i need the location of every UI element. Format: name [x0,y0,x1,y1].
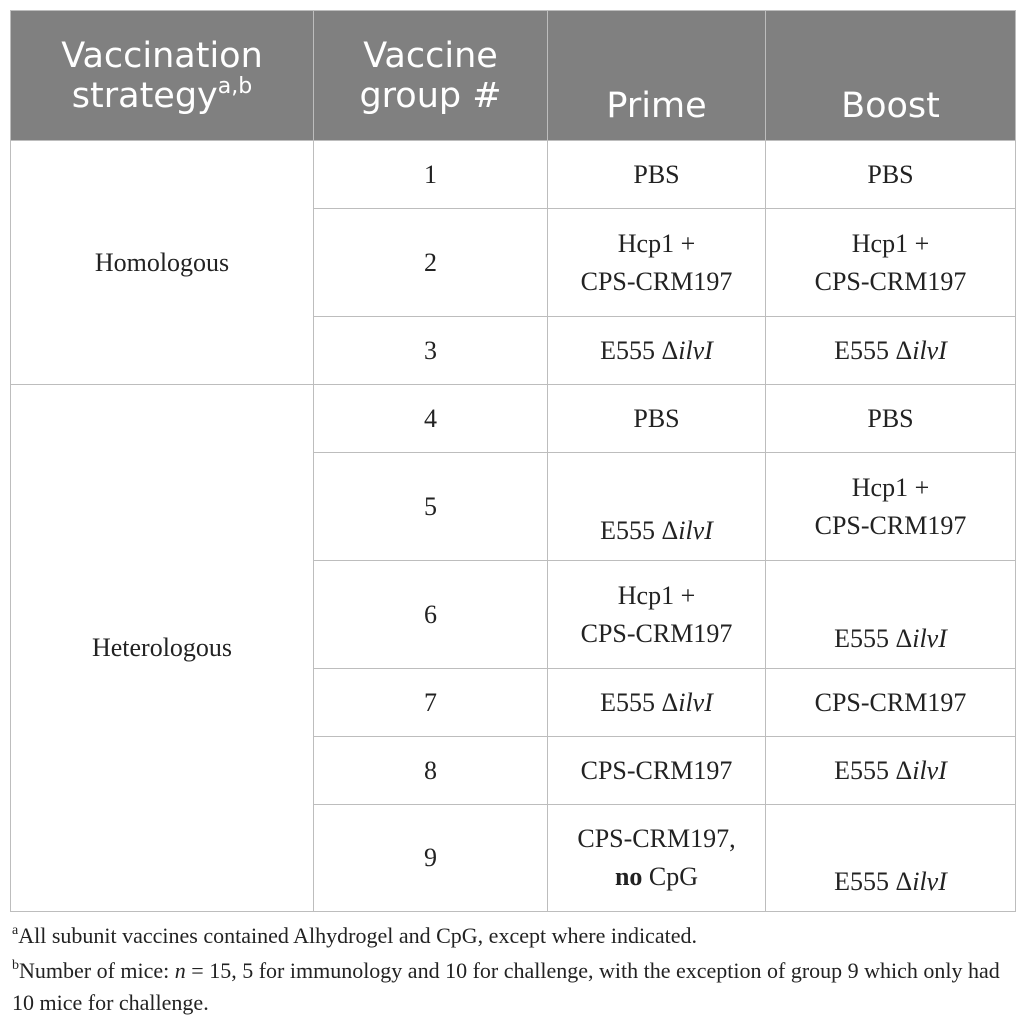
boost-gene: ilvI [912,335,947,365]
prime-gene: ilvI [678,516,713,545]
prime-line-2-rest: CpG [642,862,699,891]
prime-cell [548,453,766,561]
prime-cell [548,669,766,737]
prime-gene: ilvI [678,335,713,365]
prime-gene: ilvI [678,687,713,717]
prime-line-2: CPS-CRM197 [580,618,733,648]
footnote-b-mark: b [12,958,19,973]
group-cell: 5 [314,453,548,561]
boost-gene: ilvI [912,624,947,653]
prime-strain: E555 Δ [600,516,679,545]
footnote-a [12,920,1017,952]
boost-cell: CPS-CRM197 [766,669,1016,737]
boost-cell [766,209,1016,317]
boost-cell [766,805,1016,912]
prime-cell: PBS [548,141,766,209]
prime-line-1: CPS-CRM197, [577,824,736,853]
group-cell: 8 [314,737,548,805]
prime-cell: CPS-CRM197 [548,737,766,805]
boost-cell [766,561,1016,669]
header-boost: Boost [766,11,1016,141]
header-strategy-label: Vaccination strategy [61,35,263,116]
header-group: Vaccine group # [314,11,548,141]
boost-strain: E555 Δ [834,335,913,365]
prime-cell [548,317,766,385]
footnote-b [12,955,1017,1019]
footnote-b-text-2: = 15, 5 for immunology and 10 for challenge, with the exception of group 9 which only had 10 mice for challenge. [12,958,1000,1015]
strategy-homologous: Homologous [11,141,314,385]
header-strategy-sup: a,b [217,73,253,99]
footnote-b-n: n [174,958,186,983]
footnote-a-text: All subunit vaccines contained Alhydrogel and CpG, except where indicated. [18,923,697,948]
boost-cell: PBS [766,385,1016,453]
footnote-b-text-1: Number of mice: [19,958,175,983]
table-row [11,141,1016,209]
prime-emphasis: no [614,862,643,891]
boost-strain: E555 Δ [834,867,913,896]
table-row [11,385,1016,453]
prime-cell: PBS [548,385,766,453]
header-prime: Prime [548,11,766,141]
boost-cell [766,737,1016,805]
boost-line-2: CPS-CRM197 [814,266,967,296]
group-cell: 6 [314,561,548,669]
prime-line-2: CPS-CRM197 [580,266,733,296]
group-cell: 3 [314,317,548,385]
group-cell: 9 [314,805,548,912]
prime-line-1: Hcp1 + [617,580,696,610]
header-row [11,11,1016,141]
boost-strain: E555 Δ [834,755,913,785]
prime-cell [548,561,766,669]
prime-cell [548,805,766,912]
boost-line-1: Hcp1 + [851,228,930,258]
group-cell: 2 [314,209,548,317]
boost-gene: ilvI [912,755,947,785]
boost-cell [766,317,1016,385]
prime-line-2 [548,858,765,896]
header-strategy [11,11,314,141]
prime-cell [548,209,766,317]
group-cell: 4 [314,385,548,453]
prime-strain: E555 Δ [600,687,679,717]
prime-line-1: Hcp1 + [617,228,696,258]
boost-cell [766,453,1016,561]
boost-strain: E555 Δ [834,624,913,653]
group-cell: 1 [314,141,548,209]
boost-cell: PBS [766,141,1016,209]
footnote-a-mark: a [12,923,19,938]
boost-line-2: CPS-CRM197 [814,510,967,540]
boost-gene: ilvI [912,867,947,896]
boost-line-1: Hcp1 + [851,472,930,502]
group-cell: 7 [314,669,548,737]
vaccination-table [10,10,1016,912]
strategy-heterologous: Heterologous [11,385,314,912]
prime-strain: E555 Δ [600,335,679,365]
